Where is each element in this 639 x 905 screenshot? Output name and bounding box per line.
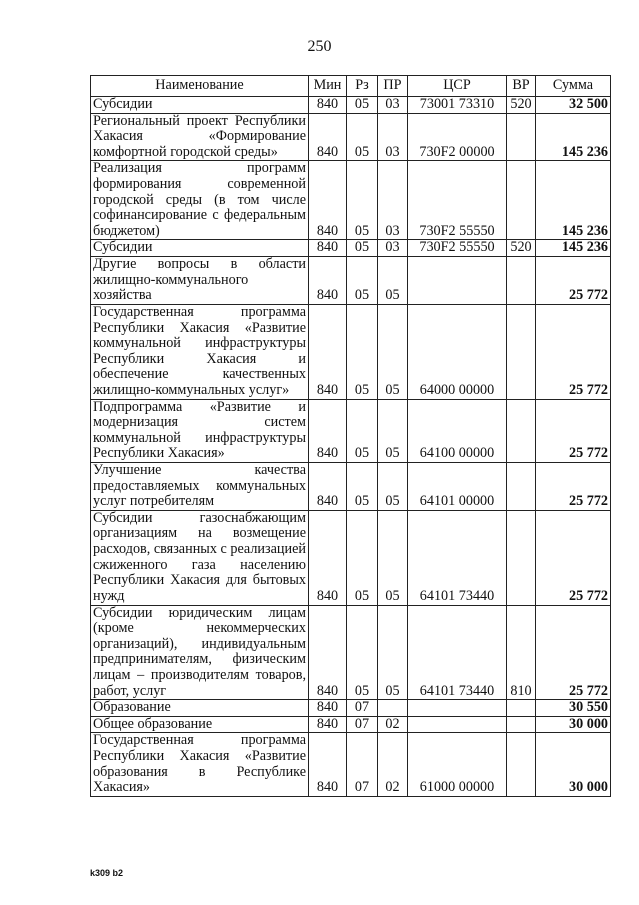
table-row bbox=[91, 463, 611, 511]
cell-pr: 03 bbox=[378, 161, 408, 240]
table-row bbox=[91, 510, 611, 605]
cell-csr bbox=[408, 257, 507, 305]
cell-sum: 145 236 bbox=[536, 161, 611, 240]
header-sum: Сумма bbox=[536, 76, 611, 97]
cell-csr: 64101 73440 bbox=[408, 605, 507, 700]
table-row bbox=[91, 700, 611, 717]
cell-name: Государственная программа Республики Хакасия «Развитие образования в Республике Хакасия» bbox=[91, 733, 309, 796]
table-header-row bbox=[91, 76, 611, 97]
cell-sum: 25 772 bbox=[536, 399, 611, 462]
cell-name: Подпрограмма «Развитие и модернизация систем коммунальной инфраструктуры Республики Хакасия» bbox=[91, 399, 309, 462]
cell-min: 840 bbox=[309, 97, 347, 114]
cell-name: Субсидии юридическим лицам (кроме некоммерческих организаций), индивидуальным предпринимателям, физическим лицам – производителям товаров, работ, услуг bbox=[91, 605, 309, 700]
cell-sum: 25 772 bbox=[536, 463, 611, 511]
cell-csr: 64100 00000 bbox=[408, 399, 507, 462]
header-vr: ВР bbox=[507, 76, 536, 97]
cell-pr: 03 bbox=[378, 113, 408, 161]
cell-pr: 05 bbox=[378, 304, 408, 399]
cell-rz: 05 bbox=[347, 97, 378, 114]
header-name: Наименование bbox=[91, 76, 309, 97]
cell-vr bbox=[507, 161, 536, 240]
cell-sum: 25 772 bbox=[536, 304, 611, 399]
cell-min: 840 bbox=[309, 113, 347, 161]
cell-sum: 25 772 bbox=[536, 510, 611, 605]
header-csr: ЦСР bbox=[408, 76, 507, 97]
cell-sum: 30 000 bbox=[536, 733, 611, 796]
cell-vr: 520 bbox=[507, 240, 536, 257]
cell-sum: 30 550 bbox=[536, 700, 611, 717]
cell-sum: 25 772 bbox=[536, 257, 611, 305]
cell-name: Субсидии bbox=[91, 97, 309, 114]
cell-csr: 64101 00000 bbox=[408, 463, 507, 511]
cell-name: Реализация программ формирования современной городской среды (в том числе софинансирование с федеральным бюджетом) bbox=[91, 161, 309, 240]
cell-vr bbox=[507, 700, 536, 717]
cell-rz: 05 bbox=[347, 510, 378, 605]
cell-min: 840 bbox=[309, 605, 347, 700]
cell-pr bbox=[378, 700, 408, 717]
cell-pr: 05 bbox=[378, 399, 408, 462]
cell-sum: 145 236 bbox=[536, 240, 611, 257]
header-rz: Рз bbox=[347, 76, 378, 97]
cell-rz: 05 bbox=[347, 463, 378, 511]
cell-pr: 02 bbox=[378, 733, 408, 796]
footer-code: k309 b2 bbox=[90, 868, 124, 878]
cell-min: 840 bbox=[309, 304, 347, 399]
cell-name: Улучшение качества предоставляемых коммунальных услуг потребителям bbox=[91, 463, 309, 511]
cell-min: 840 bbox=[309, 463, 347, 511]
cell-name: Общее образование bbox=[91, 716, 309, 733]
cell-min: 840 bbox=[309, 716, 347, 733]
cell-vr bbox=[507, 304, 536, 399]
table-body bbox=[91, 97, 611, 797]
cell-sum: 30 000 bbox=[536, 716, 611, 733]
cell-rz: 05 bbox=[347, 605, 378, 700]
cell-rz: 05 bbox=[347, 240, 378, 257]
table-row bbox=[91, 605, 611, 700]
cell-pr: 03 bbox=[378, 97, 408, 114]
cell-vr bbox=[507, 257, 536, 305]
table-row bbox=[91, 733, 611, 796]
cell-name: Региональный проект Республики Хакасия «Формирование комфортной городской среды» bbox=[91, 113, 309, 161]
cell-min: 840 bbox=[309, 399, 347, 462]
cell-rz: 05 bbox=[347, 399, 378, 462]
cell-pr: 03 bbox=[378, 240, 408, 257]
cell-sum: 25 772 bbox=[536, 605, 611, 700]
cell-min: 840 bbox=[309, 733, 347, 796]
cell-vr bbox=[507, 463, 536, 511]
cell-pr: 05 bbox=[378, 257, 408, 305]
cell-vr: 520 bbox=[507, 97, 536, 114]
cell-vr bbox=[507, 510, 536, 605]
table-row bbox=[91, 97, 611, 114]
cell-sum: 32 500 bbox=[536, 97, 611, 114]
cell-csr: 64101 73440 bbox=[408, 510, 507, 605]
cell-vr bbox=[507, 399, 536, 462]
cell-sum: 145 236 bbox=[536, 113, 611, 161]
cell-csr: 730F2 55550 bbox=[408, 240, 507, 257]
table-row bbox=[91, 161, 611, 240]
cell-csr bbox=[408, 700, 507, 717]
cell-vr bbox=[507, 733, 536, 796]
cell-name: Субсидии газоснабжающим организациям на возмещение расходов, связанных с реализацией сжиженного газа населению Республики Хакасия для бытовых нужд bbox=[91, 510, 309, 605]
cell-csr: 730F2 55550 bbox=[408, 161, 507, 240]
cell-rz: 07 bbox=[347, 700, 378, 717]
table-row bbox=[91, 304, 611, 399]
table-row bbox=[91, 240, 611, 257]
cell-pr: 05 bbox=[378, 605, 408, 700]
cell-rz: 07 bbox=[347, 716, 378, 733]
table-row bbox=[91, 257, 611, 305]
cell-csr: 64000 00000 bbox=[408, 304, 507, 399]
cell-min: 840 bbox=[309, 240, 347, 257]
cell-min: 840 bbox=[309, 257, 347, 305]
cell-csr bbox=[408, 716, 507, 733]
cell-pr: 05 bbox=[378, 463, 408, 511]
cell-rz: 05 bbox=[347, 304, 378, 399]
cell-csr: 61000 00000 bbox=[408, 733, 507, 796]
cell-min: 840 bbox=[309, 700, 347, 717]
cell-min: 840 bbox=[309, 161, 347, 240]
page-number: 250 bbox=[307, 38, 332, 55]
cell-name: Государственная программа Республики Хакасия «Развитие коммунальной инфраструктуры Республики Хакасия и обеспечение качественных жилищно-коммунальных услуг» bbox=[91, 304, 309, 399]
cell-rz: 05 bbox=[347, 257, 378, 305]
cell-rz: 07 bbox=[347, 733, 378, 796]
cell-name: Образование bbox=[91, 700, 309, 717]
cell-pr: 02 bbox=[378, 716, 408, 733]
cell-name: Субсидии bbox=[91, 240, 309, 257]
cell-name: Другие вопросы в области жилищно-коммунального хозяйства bbox=[91, 257, 309, 305]
cell-vr: 810 bbox=[507, 605, 536, 700]
table-row bbox=[91, 113, 611, 161]
header-pr: ПР bbox=[378, 76, 408, 97]
cell-vr bbox=[507, 716, 536, 733]
cell-rz: 05 bbox=[347, 161, 378, 240]
cell-csr: 73001 73310 bbox=[408, 97, 507, 114]
cell-min: 840 bbox=[309, 510, 347, 605]
cell-csr: 730F2 00000 bbox=[408, 113, 507, 161]
cell-rz: 05 bbox=[347, 113, 378, 161]
table-row bbox=[91, 716, 611, 733]
table-row bbox=[91, 399, 611, 462]
header-min: Мин bbox=[309, 76, 347, 97]
budget-table bbox=[90, 75, 611, 797]
cell-vr bbox=[507, 113, 536, 161]
cell-pr: 05 bbox=[378, 510, 408, 605]
